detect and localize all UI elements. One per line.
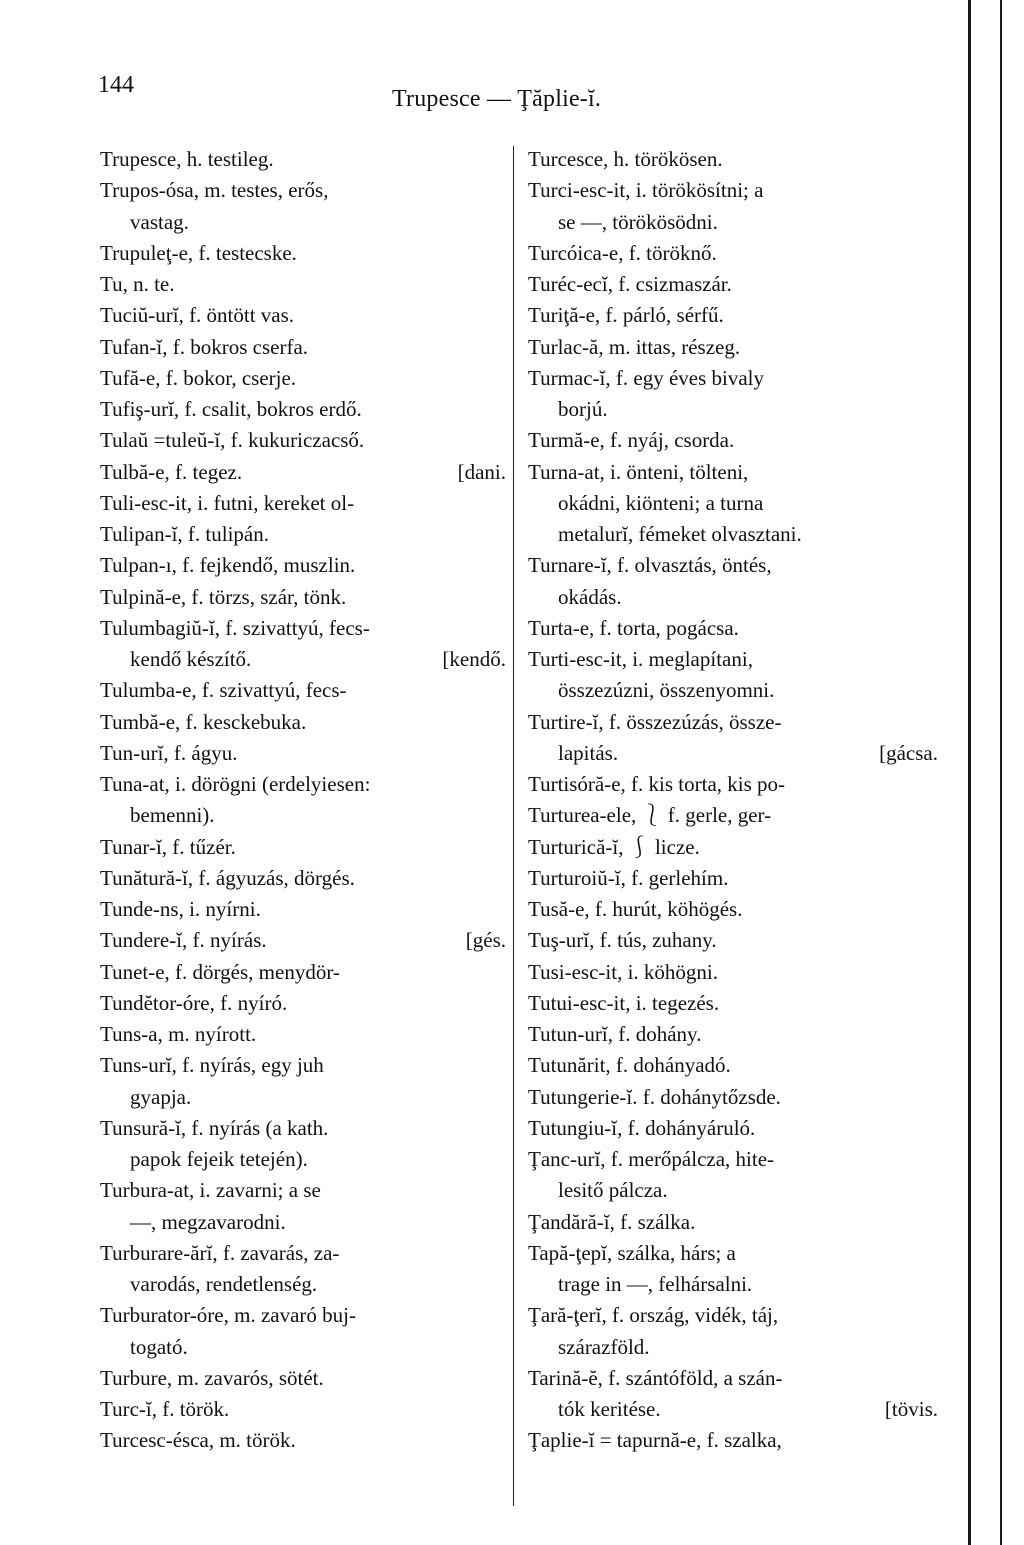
entry-text: tók keritése. <box>558 1397 661 1421</box>
entry-text: varodás, rendetlenség. <box>130 1272 318 1296</box>
carryover-fragment: [kendő. <box>442 647 506 671</box>
dictionary-line <box>528 613 938 644</box>
dictionary-line <box>528 1019 938 1050</box>
entry-text: Tutunărit, f. dohányadó. <box>528 1053 731 1078</box>
left-column <box>100 144 506 1457</box>
entry-text: Turcesc-ésca, m. török. <box>100 1428 296 1453</box>
dictionary-line <box>100 1425 506 1456</box>
entry-text: Tulaŭ =tuleŭ-ĭ, f. kukuriczacső. <box>100 428 365 453</box>
dictionary-line <box>528 550 938 581</box>
entry-text: trage in —, felhársalni. <box>558 1272 753 1296</box>
entry-text: Tulbă-e, f. tegez. <box>100 459 243 484</box>
entry-text: Tulipan-ĭ, f. tulipán. <box>100 522 269 546</box>
dictionary-line <box>528 644 938 675</box>
dictionary-line <box>100 332 506 363</box>
dictionary-line <box>100 363 506 394</box>
entry-text: Turmac-ĭ, f. egy éves bivaly <box>528 365 765 390</box>
dictionary-line <box>528 1300 938 1331</box>
dictionary-line <box>100 769 506 800</box>
dictionary-line <box>100 425 506 456</box>
entry-text: Tunde-ns, i. nyírni. <box>100 897 261 921</box>
entry-text: Tu, n. te. <box>100 272 175 296</box>
entry-text: Tufan-ĭ, f. bokros cserfa. <box>100 334 309 359</box>
dictionary-line <box>100 1207 506 1238</box>
entry-text: Tun-urĭ, f. ágyu. <box>100 740 238 765</box>
entry-text: Tulumba-e, f. szivattyú, fecs- <box>100 678 347 703</box>
dictionary-line <box>528 207 938 238</box>
dictionary-line <box>528 1144 938 1175</box>
entry-text: Tuciŭ-urĭ, f. öntött vas. <box>100 303 295 328</box>
entry-text: Turéc-ecĭ, f. csizmaszár. <box>528 272 732 296</box>
dictionary-line <box>528 1113 938 1144</box>
margin-rule-outer <box>1000 0 1002 1545</box>
dictionary-line <box>528 800 938 831</box>
entry-text: Tusă-e, f. hurút, köhögés. <box>528 897 743 921</box>
entry-text: Turci-esc-it, i. törökösítni; a <box>528 178 764 203</box>
entry-text: Tulumbagiŭ-ĭ, f. szivattyú, fecs- <box>100 615 370 640</box>
entry-text: Tusi-esc-it, i. köhögni. <box>528 959 718 984</box>
entry-text: —, megzavarodni. <box>130 1209 286 1234</box>
entry-text: Tutui-esc-it, i. tegezés. <box>528 990 720 1015</box>
dictionary-line <box>528 175 938 206</box>
entry-text: Turlac-ă, m. ittas, részeg. <box>528 334 741 359</box>
dictionary-line <box>528 738 938 769</box>
entry-text: Turburator-óre, m. zavaró buj- <box>100 1303 356 1328</box>
entry-text: Tuş-urĭ, f. tús, zuhany. <box>528 928 717 953</box>
entry-text: Turc-ĭ, f. török. <box>100 1397 230 1421</box>
dictionary-line <box>100 1363 506 1394</box>
entry-text: Turtisóră-e, f. kis torta, kis po- <box>528 772 786 796</box>
entry-text: Ţanc-urĭ, f. merőpálcza, hite- <box>528 1147 775 1171</box>
dictionary-line <box>528 925 938 956</box>
entry-text: Tulpină-e, f. törzs, szár, tönk. <box>100 584 347 609</box>
dictionary-line <box>528 1332 938 1363</box>
entry-text: Turiţă-e, f. párló, sérfű. <box>528 303 724 328</box>
entry-text: kendő készítő. <box>130 647 252 671</box>
entry-text: Tuli-esc-it, i. futni, kereket ol- <box>100 490 355 515</box>
dictionary-line <box>100 488 506 519</box>
entry-text: lesitő pálcza. <box>558 1178 668 1203</box>
entry-text: Turcóica-e, f. töröknő. <box>528 240 717 265</box>
dictionary-line <box>100 1050 506 1081</box>
dictionary-line <box>528 832 938 863</box>
carryover-fragment: [gácsa. <box>879 740 938 765</box>
entry-text: bemenni). <box>130 803 215 828</box>
entry-text: Turta-e, f. torta, pogácsa. <box>528 615 739 640</box>
dictionary-line <box>100 800 506 831</box>
dictionary-line <box>100 1082 506 1113</box>
dictionary-line <box>100 300 506 331</box>
entry-text: lapitás. <box>558 740 619 765</box>
dictionary-line <box>528 1394 938 1425</box>
margin-rule <box>968 0 971 1545</box>
dictionary-line <box>100 207 506 238</box>
entry-text: Turmă-e, f. nyáj, csorda. <box>528 428 735 453</box>
entry-text: borjú. <box>558 397 608 421</box>
entry-text: se —, törökösödni. <box>558 209 718 234</box>
entry-text: Turturea-ele, ⎱ f. gerle, ger- <box>528 803 772 828</box>
dictionary-line <box>528 238 938 269</box>
column-divider <box>513 146 514 1506</box>
dictionary-line <box>100 613 506 644</box>
dictionary-line <box>100 1144 506 1175</box>
entry-text: Turti-esc-it, i. meglapítani, <box>528 647 753 671</box>
entry-text: Tutun-urĭ, f. dohány. <box>528 1022 702 1046</box>
dictionary-line <box>528 1175 938 1206</box>
entry-text: Turnare-ĭ, f. olvasztás, öntés, <box>528 553 772 578</box>
dictionary-line <box>528 1238 938 1269</box>
running-head: Trupesce — Ţăplie-ĭ. <box>392 86 602 112</box>
dictionary-line <box>100 1019 506 1050</box>
dictionary-line <box>100 925 506 956</box>
dictionary-line <box>528 1363 938 1394</box>
entry-text: okádni, kiönteni; a turna <box>558 490 764 515</box>
entry-text: Trupos-ósa, m. testes, erős, <box>100 178 329 203</box>
dictionary-line <box>100 1269 506 1300</box>
entry-text: Turburare-ărĭ, f. zavarás, za- <box>100 1240 340 1265</box>
entry-text: Tunar-ĭ, f. tűzér. <box>100 834 236 859</box>
dictionary-line <box>528 1425 938 1456</box>
dictionary-line <box>528 519 938 550</box>
entry-text: Turcesce, h. törökösen. <box>528 147 723 171</box>
entry-text: Turbura-at, i. zavarni; a se <box>100 1178 321 1203</box>
entry-text: Tutungerie-ĭ. f. dohánytőzsde. <box>528 1084 781 1109</box>
entry-text: vastag. <box>130 209 189 234</box>
entry-text: Tarină-ĕ, f. szántóföld, a szán- <box>528 1365 783 1390</box>
dictionary-line <box>100 957 506 988</box>
dictionary-line <box>100 738 506 769</box>
dictionary-line <box>528 1082 938 1113</box>
entry-text: összezúzni, összenyomni. <box>558 678 775 703</box>
dictionary-line <box>100 1175 506 1206</box>
dictionary-line <box>528 425 938 456</box>
dictionary-line <box>528 707 938 738</box>
dictionary-line <box>100 894 506 925</box>
dictionary-line <box>100 550 506 581</box>
dictionary-line <box>528 957 938 988</box>
dictionary-line <box>100 582 506 613</box>
dictionary-line <box>528 1269 938 1300</box>
dictionary-line <box>100 144 506 175</box>
entry-text: Tunet-e, f. dörgés, menydör- <box>100 959 340 984</box>
entry-text: Turtire-ĭ, f. összezúzás, össze- <box>528 709 782 734</box>
entry-text: Turturică-ĭ, ⎰ licze. <box>528 834 700 859</box>
entry-text: Tunsură-ĭ, f. nyírás (a kath. <box>100 1115 329 1140</box>
dictionary-line <box>100 1394 506 1425</box>
entry-text: Trupesce, h. testileg. <box>100 147 274 171</box>
entry-text: togató. <box>130 1334 188 1359</box>
dictionary-line <box>100 988 506 1019</box>
entry-text: Ţaplie-ĭ = tapurnă-e, f. szalka, <box>528 1428 782 1453</box>
entry-text: Tuna-at, i. dörögni (erdelyiesen: <box>100 772 371 796</box>
entry-text: Tufiş-urĭ, f. csalit, bokros erdő. <box>100 397 362 421</box>
dictionary-line <box>100 707 506 738</box>
entry-text: Tutungiu-ĭ, f. dohányáruló. <box>528 1115 756 1140</box>
dictionary-line <box>100 863 506 894</box>
carryover-fragment: [gés. <box>465 928 506 953</box>
entry-text: Tufă-e, f. bokor, cserje. <box>100 365 297 390</box>
dictionary-line <box>528 300 938 331</box>
dictionary-line <box>100 1113 506 1144</box>
entry-text: Tulpan-ı, f. fejkendő, muszlin. <box>100 553 356 578</box>
dictionary-line <box>528 144 938 175</box>
carryover-fragment: [tövis. <box>884 1397 938 1421</box>
dictionary-line <box>100 457 506 488</box>
dictionary-line <box>100 269 506 300</box>
dictionary-line <box>100 175 506 206</box>
entry-text: szárazföld. <box>558 1334 650 1359</box>
right-column <box>528 144 938 1457</box>
entry-text: gyapja. <box>130 1084 192 1109</box>
dictionary-line <box>100 675 506 706</box>
entry-text: Tundere-ĭ, f. nyírás. <box>100 928 267 953</box>
dictionary-line <box>100 644 506 675</box>
dictionary-line <box>100 1300 506 1331</box>
entry-text: Turbure, m. zavarós, sötét. <box>100 1365 324 1390</box>
entry-text: Tunătură-ĭ, f. ágyuzás, dörgés. <box>100 865 355 890</box>
dictionary-line <box>528 1207 938 1238</box>
entry-text: metalurĭ, fémeket olvasztani. <box>558 522 802 546</box>
dictionary-line <box>528 988 938 1019</box>
entry-text: Turna-at, i. önteni, tölteni, <box>528 459 749 484</box>
dictionary-line <box>100 832 506 863</box>
dictionary-line <box>528 488 938 519</box>
carryover-fragment: [dani. <box>457 459 506 484</box>
dictionary-line <box>528 269 938 300</box>
page-number: 144 <box>98 72 134 98</box>
dictionary-line <box>528 332 938 363</box>
dictionary-line <box>528 363 938 394</box>
dictionary-line <box>100 394 506 425</box>
dictionary-line <box>528 894 938 925</box>
dictionary-line <box>100 1332 506 1363</box>
entry-text: Ţară-ţerĭ, f. ország, vidék, táj, <box>528 1303 779 1328</box>
entry-text: Tuns-a, m. nyírott. <box>100 1022 257 1046</box>
entry-text: Trupuleţ-e, f. testecske. <box>100 240 297 265</box>
dictionary-line <box>528 394 938 425</box>
entry-text: Turturoiŭ-ĭ, f. gerlehím. <box>528 865 729 890</box>
dictionary-line <box>100 1238 506 1269</box>
dictionary-line <box>528 457 938 488</box>
dictionary-line <box>100 238 506 269</box>
dictionary-line <box>528 863 938 894</box>
entry-text: Ţandără-ĭ, f. szálka. <box>528 1209 696 1234</box>
entry-text: Tapă-ţepĭ, szálka, hárs; a <box>528 1240 736 1265</box>
dictionary-line <box>528 582 938 613</box>
entry-text: okádás. <box>558 584 622 609</box>
entry-text: Tundĕtor-óre, f. nyíró. <box>100 990 288 1015</box>
entry-text: Tuns-urĭ, f. nyírás, egy juh <box>100 1053 324 1078</box>
dictionary-line <box>528 1050 938 1081</box>
entry-text: papok fejeik tetején). <box>130 1147 308 1171</box>
dictionary-line <box>528 769 938 800</box>
entry-text: Tumbă-e, f. kesckebuka. <box>100 709 307 734</box>
dictionary-line <box>100 519 506 550</box>
dictionary-line <box>528 675 938 706</box>
